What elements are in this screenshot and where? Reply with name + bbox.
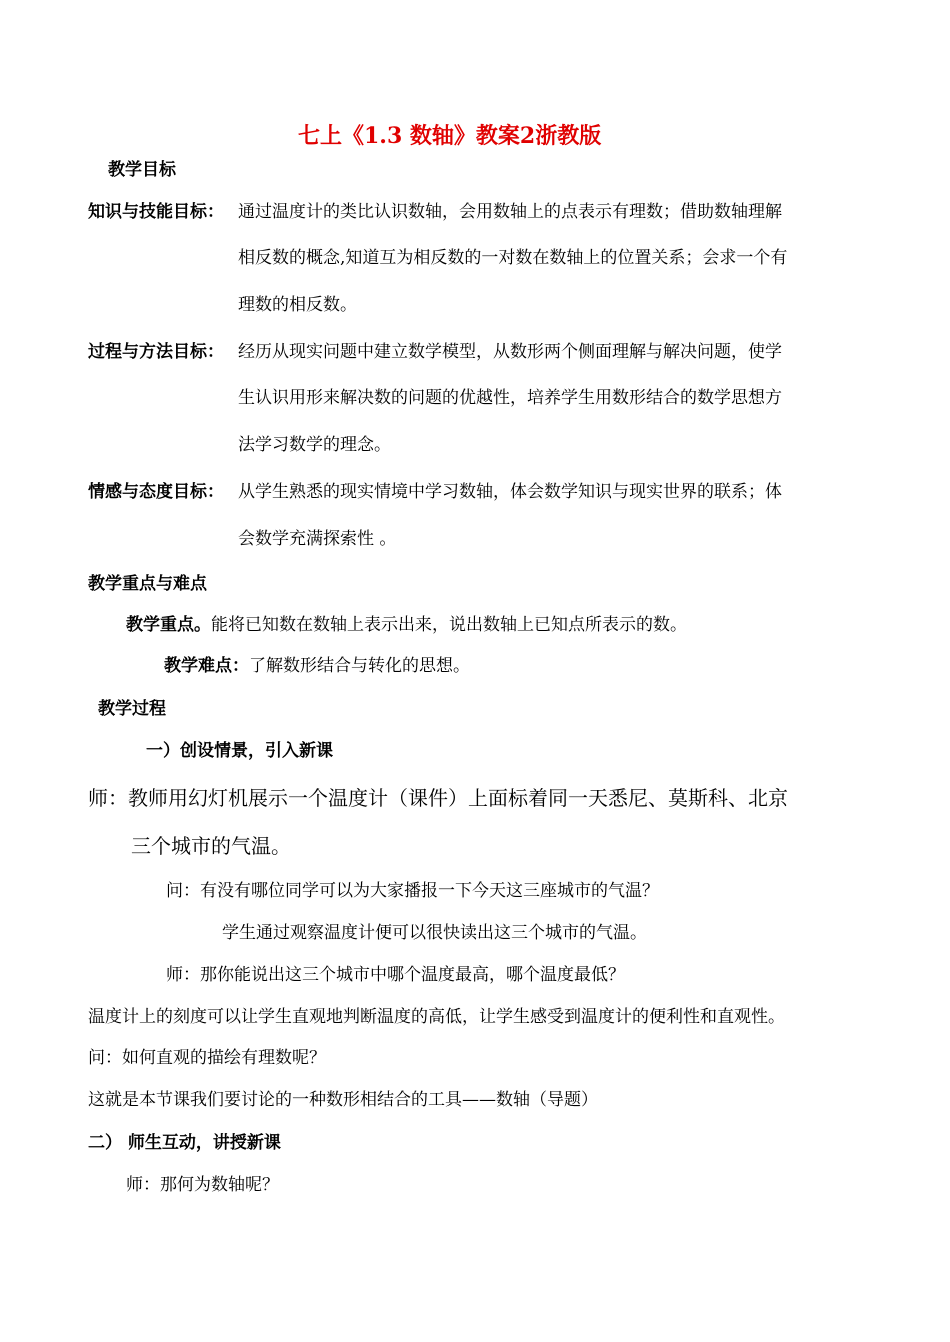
process-goal-line-2: 生认识用形来解决数的问题的优越性，培养学生用数形结合的数学思想方 bbox=[238, 388, 782, 408]
process-goal-line-1: 经历从现实问题中建立数学模型，从数形两个侧面理解与解决问题，使学 bbox=[238, 342, 782, 362]
process-goal-line-3: 法学习数学的理念。 bbox=[238, 435, 391, 455]
knowledge-goal-line-2: 相反数的概念,知道互为相反数的一对数在数轴上的位置关系；会求一个有 bbox=[238, 248, 788, 268]
difficulty-label: 教学难点： bbox=[164, 656, 249, 676]
teaching-process-heading: 教学过程 bbox=[98, 699, 166, 719]
key-points-heading: 教学重点与难点 bbox=[88, 574, 207, 594]
student-line: 学生通过观察温度计便可以很快读出这三个城市的气温。 bbox=[222, 923, 647, 943]
teacher-line-2: 三个城市的气温。 bbox=[131, 834, 291, 858]
key-point-row bbox=[126, 613, 687, 637]
difficulty-row bbox=[164, 654, 470, 678]
process-goal-label: 过程与方法目标： bbox=[88, 342, 224, 362]
teacher-line-1: 师：教师用幻灯机展示一个温度计（课件）上面标着同一天悉尼、莫斯科、北京 bbox=[88, 786, 788, 810]
teaching-goals-heading: 教学目标 bbox=[108, 160, 176, 180]
knowledge-goal-label: 知识与技能目标： bbox=[88, 202, 224, 222]
question-1: 问：有没有哪位同学可以为大家播报一下今天这三座城市的气温？ bbox=[166, 881, 659, 901]
section-1-heading: 一）创设情景，引入新课 bbox=[146, 741, 333, 761]
knowledge-goal-line-1: 通过温度计的类比认识数轴，会用数轴上的点表示有理数；借助数轴理解 bbox=[238, 202, 782, 222]
question-2: 问：如何直观的描绘有理数呢？ bbox=[88, 1048, 326, 1068]
key-point-label: 教学重点。 bbox=[126, 615, 211, 635]
paragraph-1: 温度计上的刻度可以让学生直观地判断温度的高低，让学生感受到温度计的便利性和直观性。 bbox=[88, 1007, 785, 1027]
emotion-goal-label: 情感与态度目标： bbox=[88, 482, 224, 502]
teacher-line-4: 师：那何为数轴呢？ bbox=[126, 1175, 279, 1195]
section-2-heading: 二） 师生互动，讲授新课 bbox=[88, 1133, 281, 1153]
paragraph-2: 这就是本节课我们要讨论的一种数形相结合的工具——数轴（导题） bbox=[88, 1090, 598, 1110]
teacher-line-3: 师：那你能说出这三个城市中哪个温度最高，哪个温度最低？ bbox=[166, 965, 625, 985]
difficulty-text: 了解数形结合与转化的思想。 bbox=[249, 656, 470, 676]
knowledge-goal-line-3: 理数的相反数。 bbox=[238, 295, 357, 315]
emotion-goal-line-1: 从学生熟悉的现实情境中学习数轴，体会数学知识与现实世界的联系；体 bbox=[238, 482, 782, 502]
document-title: 七上《1.3 数轴》教案2浙教版 bbox=[298, 123, 602, 149]
key-point-text: 能将已知数在数轴上表示出来，说出数轴上已知点所表示的数。 bbox=[211, 615, 687, 635]
emotion-goal-line-2: 会数学充满探索性 。 bbox=[238, 529, 397, 549]
